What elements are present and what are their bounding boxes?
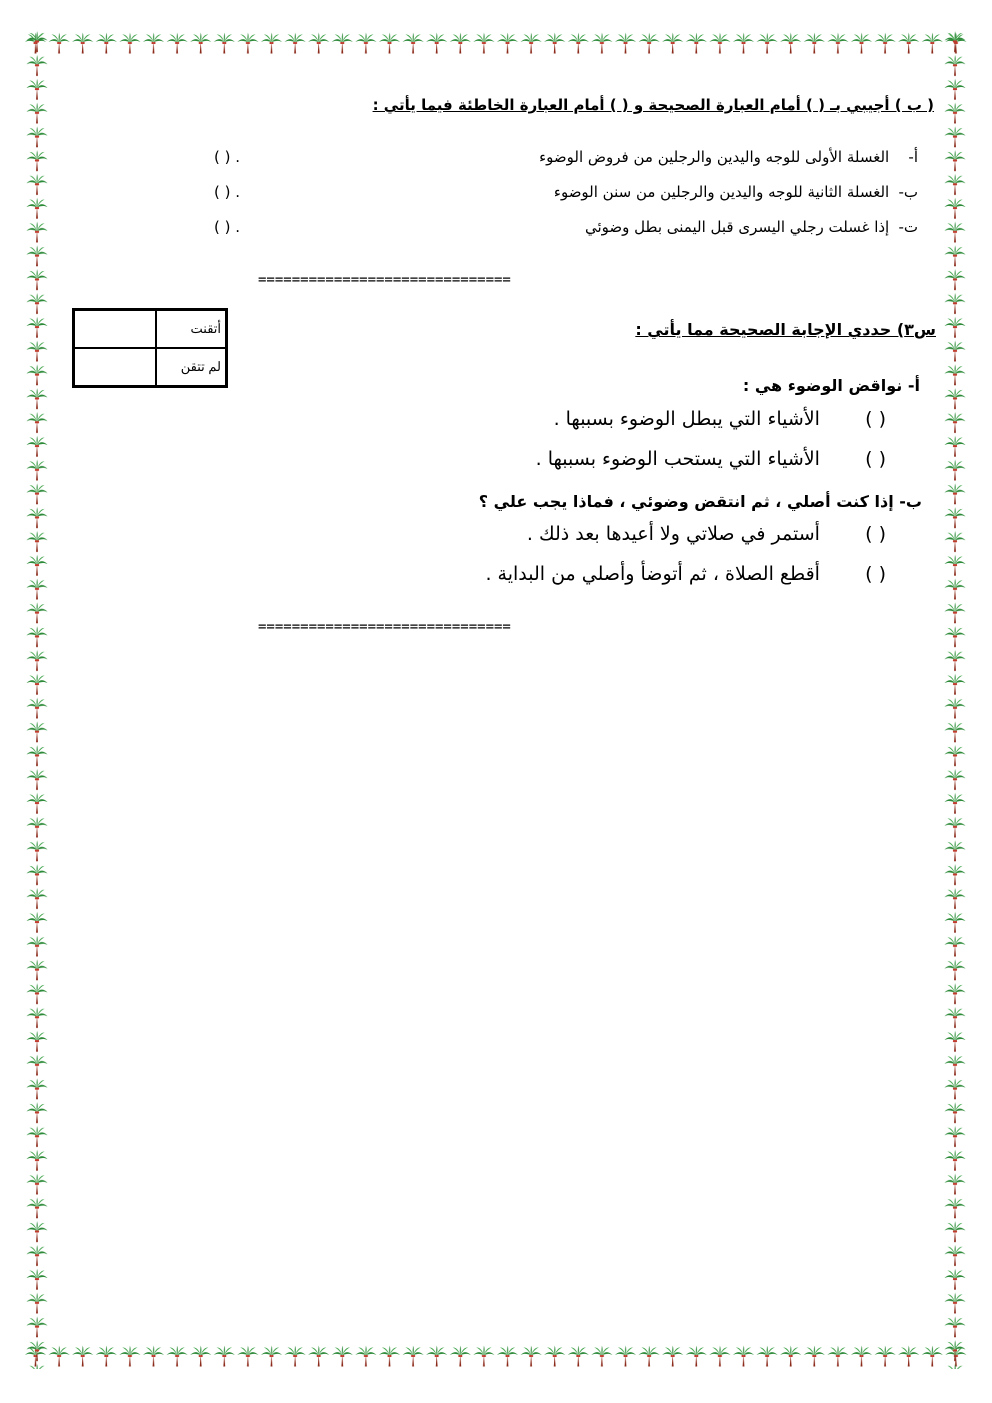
choice-paren: ( ) xyxy=(865,408,886,430)
answer-box[interactable]: ( ) . xyxy=(214,183,241,201)
item-text: الغسلة الأولى للوجه واليدين والرجلين من فروض الوضوء xyxy=(539,148,890,166)
divider: ============================== xyxy=(258,619,511,635)
item-letter: ت- xyxy=(898,218,918,236)
tf-item xyxy=(539,148,918,166)
divider: ============================== xyxy=(258,272,511,288)
choice-text: الأشياء التي يستحب الوضوء بسببها . xyxy=(535,448,820,470)
item-text: إذا غسلت رجلي اليسرى قبل اليمنى بطل وضوئي xyxy=(584,218,890,236)
tf-item xyxy=(554,183,918,201)
palm-tree-icon xyxy=(942,30,968,1369)
not-mastered-box[interactable] xyxy=(74,348,157,387)
choice-paren: ( ) xyxy=(865,523,886,545)
choice-option[interactable] xyxy=(536,448,886,470)
choice-paren: ( ) xyxy=(865,563,886,585)
not-mastered-label: لم تتقن xyxy=(156,348,227,387)
item-letter: ب- xyxy=(898,183,918,201)
section-b-title: ( ب ) أجيبي بـ ( ) أمام العبارة الصحيحة و ( ) أمام العبارة الخاطئة فيما يأتي : xyxy=(372,96,934,114)
choice-text: أستمر في صلاتي ولا أعيدها بعد ذلك . xyxy=(526,523,820,545)
palm-tree-icon xyxy=(24,1343,968,1369)
mastered-label: أتقنت xyxy=(156,310,227,349)
question-3-title: س٣) حددي الإجابة الصحيحة مما يأتي : xyxy=(635,320,936,339)
choice-option[interactable] xyxy=(485,563,886,585)
palm-tree-icon xyxy=(24,30,968,56)
choice-option[interactable] xyxy=(527,523,886,545)
evaluation-table xyxy=(72,308,228,388)
palm-tree-icon xyxy=(24,30,50,1369)
answer-box[interactable]: ( ) . xyxy=(214,218,241,236)
answer-box[interactable]: ( ) . xyxy=(214,148,241,166)
mastered-box[interactable] xyxy=(74,310,157,349)
choice-option[interactable] xyxy=(554,408,886,430)
choice-text: الأشياء التي يبطل الوضوء بسببها . xyxy=(553,408,820,430)
part-a-label: أ- نواقض الوضوء هي : xyxy=(742,376,920,395)
choice-paren: ( ) xyxy=(865,448,886,470)
tf-item xyxy=(585,218,918,236)
choice-text: أقطع الصلاة ، ثم أتوضأ وأصلي من البداية . xyxy=(485,563,820,585)
part-b-label: ب- إذا كنت أصلي ، ثم انتقض وضوئي ، فماذا يجب علي ؟ xyxy=(478,492,922,511)
item-letter: أ- xyxy=(908,148,918,166)
item-text: الغسلة الثانية للوجه واليدين والرجلين من سنن الوضوء xyxy=(553,183,890,201)
